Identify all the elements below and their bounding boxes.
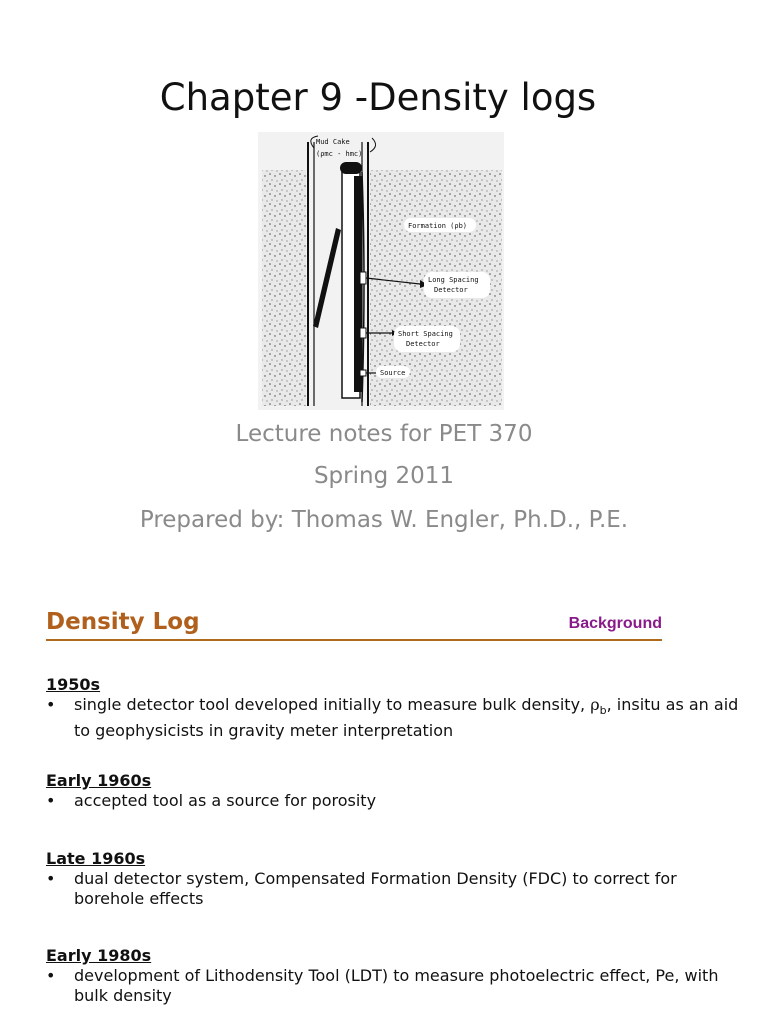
source (360, 370, 366, 376)
bullet-text: accepted tool as a source for porosity (74, 791, 377, 810)
density-tool-diagram (258, 132, 504, 410)
header-title: Density Log (46, 609, 200, 635)
long-spacing-label-2: Detector (434, 286, 468, 294)
slide-header (46, 609, 662, 641)
formation-label: Formation (ρb) (408, 222, 468, 230)
formation-left (262, 170, 306, 406)
bullet-text: development of Lithodensity Tool (LDT) to measure photoelectric effect, Pe, with bulk density (74, 966, 719, 1005)
bullet-marker: • (46, 869, 56, 888)
short-spacing-label-2: Detector (406, 340, 440, 348)
section-title: Early 1960s (46, 771, 152, 790)
slide-title: Chapter 9 -Density logs (159, 76, 597, 119)
subtitle-term: Spring 2011 (313, 463, 455, 489)
source-label: Source (380, 369, 406, 377)
background-slide (0, 575, 768, 1024)
header-tag: Background (568, 615, 662, 632)
list-item (46, 791, 746, 811)
bullet-text-post: , insitu as an aid to geophysicists in gravity meter interpretation (74, 695, 739, 741)
bullet-text: dual detector system, Compensated Formation Density (FDC) to correct for borehole effects (74, 869, 677, 908)
section-title: Late 1960s (46, 849, 146, 868)
long-spacing-label: Long Spacing (428, 276, 479, 284)
mud-cake-params-label: (ρmc - hmc) (316, 150, 363, 158)
section-title: 1950s (46, 675, 101, 694)
section-early-1960s (46, 771, 746, 811)
long-spacing-detector (360, 272, 366, 284)
section-1950s (46, 675, 746, 741)
bullet-marker: • (46, 791, 56, 810)
section-early-1980s (46, 946, 746, 1006)
bullet-marker: • (46, 695, 56, 714)
bullet-text-pre: single detector tool developed initially to measure bulk density, (74, 695, 591, 714)
subtitle-course: Lecture notes for PET 370 (235, 421, 533, 447)
mud-cake-label: Mud Cake (316, 138, 350, 146)
bullet-marker: • (46, 966, 56, 985)
short-spacing-detector (360, 328, 366, 338)
section-late-1960s (46, 849, 746, 909)
tool-head (340, 162, 362, 174)
subtitle-author: Prepared by: Thomas W. Engler, Ph.D., P.E. (139, 507, 629, 533)
list-item (46, 966, 746, 1006)
list-item (46, 869, 746, 909)
short-spacing-label: Short Spacing (398, 330, 453, 338)
rho-symbol: ρ (590, 695, 600, 714)
list-item (46, 695, 746, 741)
rho-subscript: b (599, 704, 607, 718)
section-title: Early 1980s (46, 946, 152, 965)
